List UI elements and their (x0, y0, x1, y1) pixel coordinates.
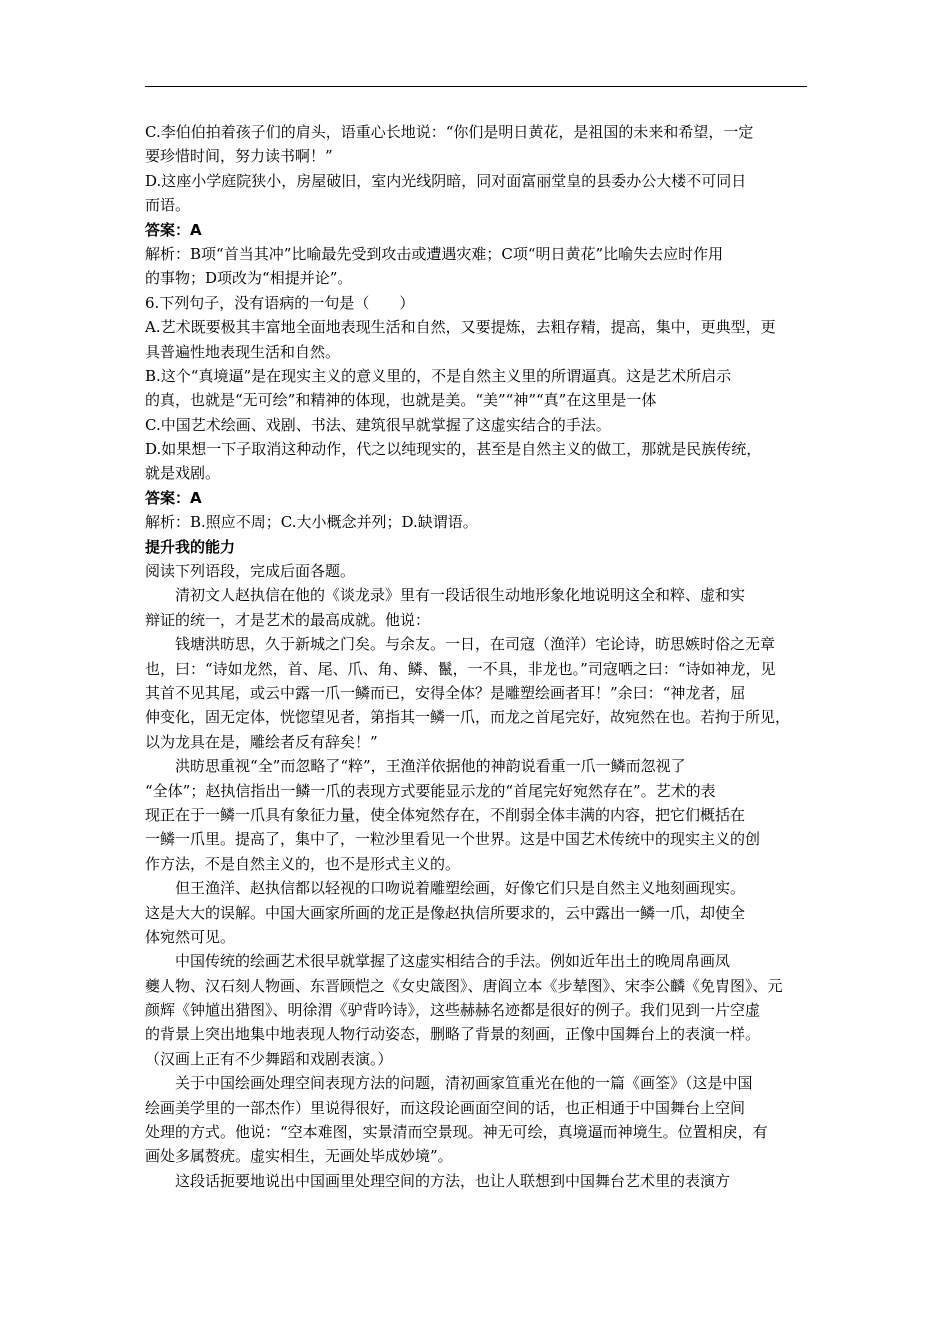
passage-line: 处理的方式。他说：“空本难图，实景清而空景现。神无可绘，真境逼而神境生。位置相戾，有 (145, 1123, 768, 1142)
passage-line: （汉画上正有不少舞蹈和戏剧表演。） (145, 1049, 393, 1068)
section-heading: 提升我的能力 (145, 537, 236, 556)
passage-line: 伸变化，固无定体，恍惚望见者，第指其一鳞一爪，而龙之首尾完好，故宛然在也。若拘于所见， (145, 708, 791, 727)
passage-line: 一鳞一爪里。提高了，集中了，一粒沙里看见一个世界。这是中国艺术传统中的现实主义的创 (145, 830, 761, 849)
text-line: C.李伯伯拍着孩子们的肩头，语重心长地说：“你们是明日黄花，是祖国的未来和希望，一定 (145, 123, 754, 141)
option-line: A.艺术既要极其丰富地全面地表现生活和自然，又要提炼，去粗存精，提高，集中，更典型，更 (145, 318, 776, 337)
passage-line: 洪昉思重视“全”而忽略了“粹”，王渔洋依据他的神韵说看重一爪一鳞而忽视了 (175, 757, 686, 776)
option-line: C.中国艺术绘画、戏剧、书法、建筑很早就掌握了这虚实结合的手法。 (145, 415, 611, 434)
analysis-line: 解析：B项“首当其冲”比喻最先受到攻击或遭遇灾难；C项“明日黄花”比喻失去应时作用 (145, 244, 724, 263)
passage-line: 绘画美学里的一部杰作）里说得很好，而这段论画面空间的话，也正相通于中国舞台上空间 (145, 1098, 746, 1117)
text-line: 要珍惜时间，努力读书啊！” (145, 147, 333, 166)
passage-line: 以为龙具在是，雕绘者反有辞矣！” (145, 732, 378, 751)
passage-line: 画处多属赘疣。虚实相生，无画处毕成妙境”。 (145, 1147, 453, 1166)
text-line: 的真，也就是“无可绘”和精神的体现，也就是美。“美”“神”“真”在这里是一体 (145, 391, 657, 410)
instruction-line: 阅读下列语段，完成后面各题。 (145, 562, 356, 581)
passage-line: “全体”；赵执信指出一鳞一爪的表现方式要能显示龙的“首尾完好宛然存在”。艺术的表 (145, 781, 716, 800)
passage-line: 现正在于一鳞一爪具有象征力量，使全体宛然存在，不削弱全体丰满的内容，把它们概括在 (145, 805, 746, 824)
passage-line: 钱塘洪昉思，久于新城之门矣。与余友。一日，在司寇（渔洋）宅论诗，昉思嫉时俗之无章 (175, 635, 776, 654)
option-line: B.这个“真境逼”是在现实主义的意义里的，不是自然主义里的所谓逼真。这是艺术所启示 (145, 366, 732, 385)
option-line: D.如果想一下子取消这种动作，代之以纯现实的，甚至是自然主义的做工，那就是民族传统， (145, 440, 762, 459)
text-line: 就是戏剧。 (145, 464, 221, 483)
passage-line: 体宛然可见。 (145, 927, 236, 946)
text-line: D.这座小学庭院狭小，房屋破旧，室内光线阴暗，同对面富丽堂皇的县委办公大楼不可同日 (145, 171, 747, 190)
passage-line: 也，曰：“诗如龙然，首、尾、爪、角、鳞、鬣，一不具，非龙也。”司寇哂之曰：“诗如神龙，见 (145, 659, 776, 678)
passage-line: 关于中国绘画处理空间表现方法的问题，清初画家笪重光在他的一篇《画筌》（这是中国 (175, 1074, 753, 1093)
passage-line: 的背景上突出地集中地表现人物行动姿态，删略了背景的刻画，正像中国舞台上的表演一样。 (145, 1025, 761, 1044)
text-line: 具普遍性地表现生活和自然。 (145, 342, 341, 361)
passage-line: 清初文人赵执信在他的《谈龙录》里有一段话很生动地形象化地说明这全和粹、虚和实 (175, 586, 746, 605)
answer-line: 答案：A (145, 488, 202, 507)
passage-line: 这段话扼要地说出中国画里处理空间的方法，也让人联想到中国舞台艺术里的表演方 (175, 1171, 731, 1190)
passage-line: 颜辉《钟馗出猎图》、明徐渭《驴背吟诗》，这些赫赫名迹都是很好的例子。我们见到一片空虚 (145, 1001, 761, 1020)
text-line: 的事物；D项改为“相提并论”。 (145, 269, 353, 288)
analysis-line: 解析：B.照应不周；C.大小概念并列；D.缺谓语。 (145, 513, 478, 532)
header-rule (145, 86, 807, 87)
answer-line: 答案：A (145, 220, 202, 239)
passage-line: 但王渔洋、赵执信都以轻视的口吻说着雕塑绘画，好像它们只是自然主义地刻画现实。 (175, 879, 746, 898)
passage-line: 中国传统的绘画艺术很早就掌握了这虚实相结合的手法。例如近年出土的晚周帛画凤 (175, 952, 731, 971)
document-body (145, 120, 807, 1193)
question-line: 6.下列句子，没有语病的一句是（ ） (145, 293, 415, 312)
passage-line: 辩证的统一，才是艺术的最高成就。他说： (145, 610, 431, 629)
passage-line: 夔人物、汉石刻人物画、东晋顾恺之《女史箴图》、唐阎立本《步辇图》、宋李公麟《免胄图》、元 (145, 976, 783, 995)
passage-line: 作方法，不是自然主义的，也不是形式主义的。 (145, 854, 461, 873)
text-line: 而语。 (145, 196, 191, 215)
passage-line: 这是大大的误解。中国大画家所画的龙正是像赵执信所要求的，云中露出一鳞一爪，却使全 (145, 903, 746, 922)
passage-line: 其首不见其尾，或云中露一爪一鳞而已，安得全体？是雕塑绘画者耳！”余曰：“神龙者，屈 (145, 683, 746, 702)
